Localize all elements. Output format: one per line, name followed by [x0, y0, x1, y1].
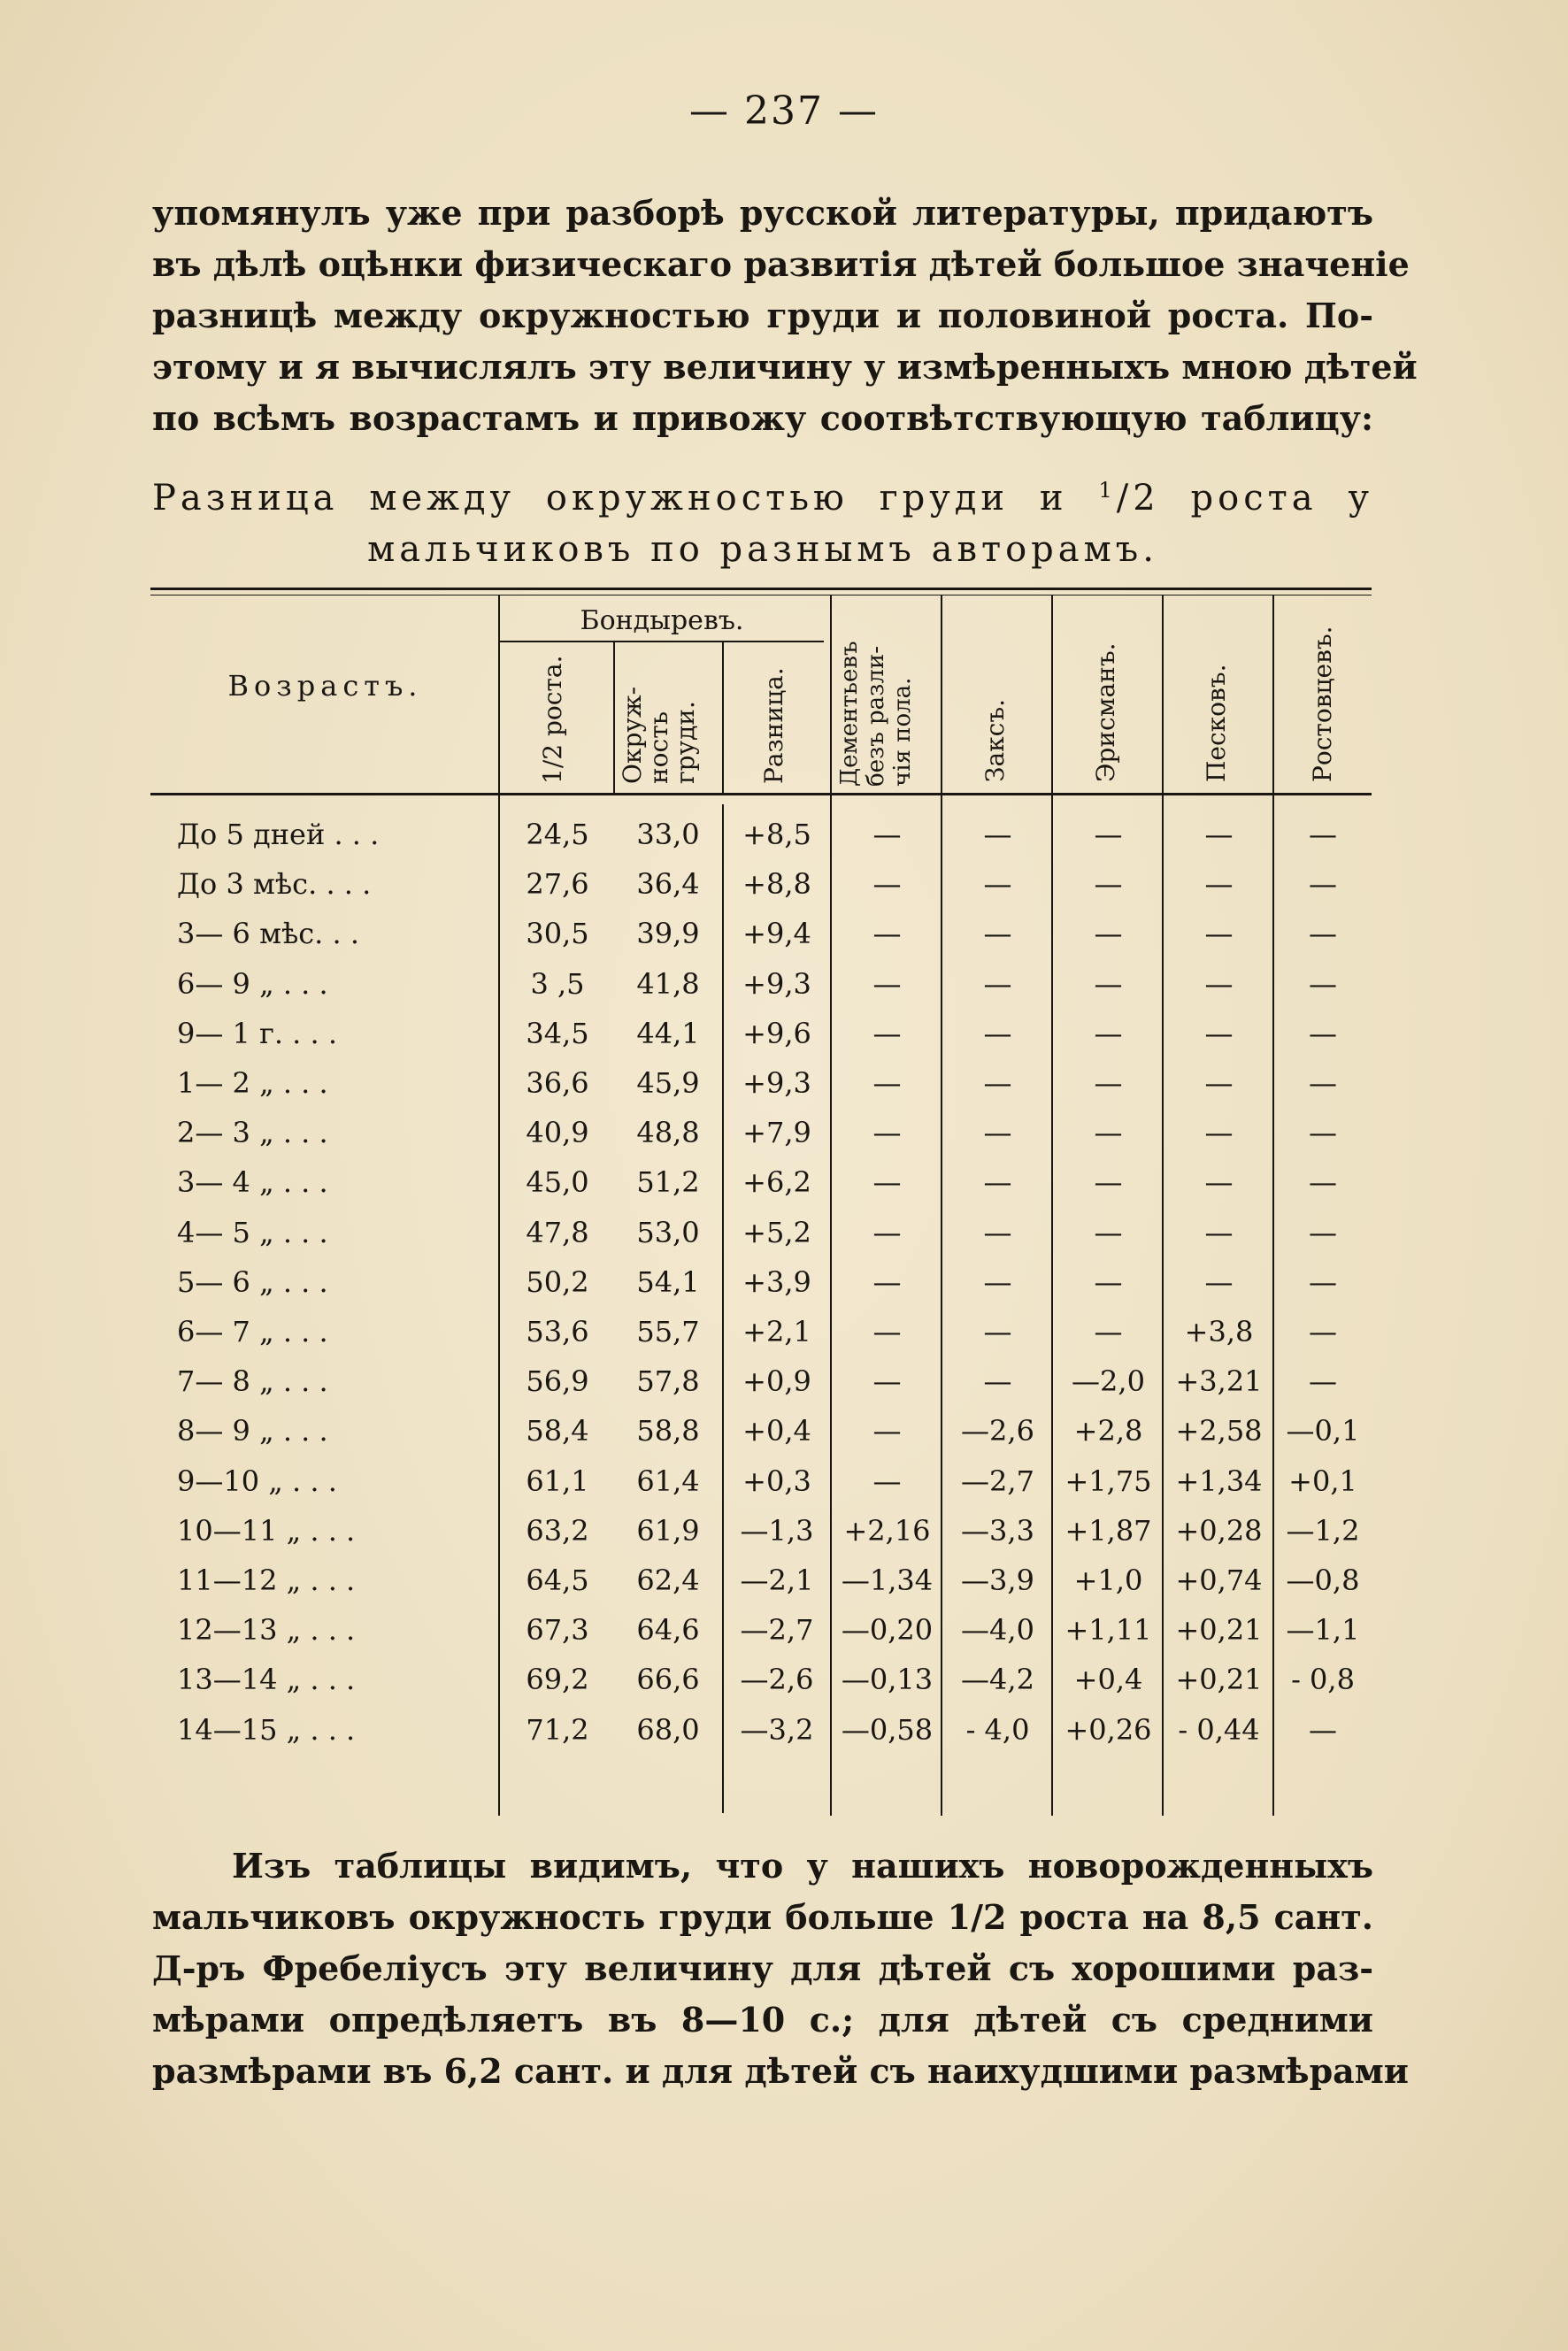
caption-line-1 — [152, 465, 1373, 524]
value-cell: — — [983, 1116, 1012, 1150]
value-cell: 71,2 — [526, 1712, 589, 1747]
caption-text: Разница между окружностью груди и — [152, 478, 1099, 519]
value-cell: —0,1 — [1286, 1414, 1360, 1448]
value-cell: - 0,8 — [1291, 1663, 1355, 1697]
value-cell: — — [1309, 818, 1337, 851]
value-cell: — — [1204, 818, 1234, 851]
outro-line: Изъ таблицы видимъ, что у нашихъ новорожденныхъ — [232, 1846, 1373, 1886]
value-cell: — — [872, 1464, 902, 1498]
value-cell: 41,8 — [636, 966, 700, 1001]
value-cell: — — [1309, 1165, 1337, 1200]
value-cell: — — [1094, 1066, 1123, 1100]
value-cell: +3,9 — [742, 1264, 811, 1299]
value-cell: 61,1 — [526, 1464, 589, 1498]
value-cell: — — [1204, 867, 1234, 902]
value-cell: — — [1094, 1016, 1123, 1050]
age-cell: 14—15 „ . . . — [177, 1712, 356, 1747]
value-cell: 56,9 — [526, 1364, 589, 1399]
value-cell: +9,3 — [742, 1066, 811, 1100]
value-cell: —2,6 — [961, 1414, 1034, 1448]
value-cell: 39,9 — [636, 917, 700, 951]
value-cell: — — [1094, 966, 1123, 1001]
caption-line-2: мальчиковъ по разнымъ авторамъ. — [367, 529, 1158, 570]
table-row — [150, 917, 1372, 966]
value-cell: — — [983, 966, 1012, 1001]
value-cell: +1,11 — [1065, 1613, 1152, 1648]
value-cell: — — [872, 867, 902, 902]
intro-line: упомянулъ уже при разборѣ русской литературы, придаютъ — [152, 193, 1373, 233]
value-cell: —1,34 — [841, 1563, 934, 1597]
table-row — [150, 1116, 1372, 1165]
value-cell: —1,3 — [740, 1513, 814, 1548]
value-cell: 51,2 — [636, 1165, 700, 1200]
value-cell: — — [983, 1364, 1012, 1399]
value-cell: — — [872, 1264, 902, 1299]
value-cell: — — [983, 1264, 1012, 1299]
value-cell: 45,0 — [526, 1165, 589, 1200]
column-header-difference: Разница. — [759, 667, 788, 784]
value-cell: +3,8 — [1184, 1315, 1254, 1348]
table-top-rule — [150, 588, 1372, 590]
value-cell: 58,8 — [636, 1414, 700, 1448]
value-cell: — — [1094, 1116, 1123, 1150]
value-cell: +1,87 — [1065, 1513, 1152, 1548]
caption-text: /2 роста у — [1116, 478, 1373, 519]
value-cell: 33,0 — [636, 818, 700, 851]
age-header: Возрастъ. — [227, 669, 423, 703]
value-cell: +1,75 — [1065, 1464, 1152, 1498]
value-cell: 64,6 — [636, 1613, 700, 1648]
page-number: — 237 — — [689, 88, 879, 134]
value-cell: — — [872, 1165, 902, 1200]
table-row — [150, 867, 1372, 917]
value-cell: 57,8 — [636, 1364, 700, 1399]
intro-paragraph — [152, 188, 1418, 444]
value-cell: — — [1309, 1315, 1337, 1348]
value-cell: — — [1309, 966, 1337, 1001]
column-divider — [613, 641, 615, 795]
age-cell: 12—13 „ . . . — [177, 1613, 356, 1648]
intro-line: по всѣмъ возрастамъ и привожу соотвѣтствующую таблицу: — [152, 398, 1373, 438]
value-cell: +2,8 — [1073, 1414, 1143, 1448]
value-cell: —3,3 — [961, 1513, 1034, 1548]
value-cell: 67,3 — [526, 1613, 589, 1648]
age-cell: 8— 9 „ . . . — [177, 1414, 328, 1448]
age-cell: До 3 мѣс. . . . — [177, 867, 372, 902]
age-cell: 9—10 „ . . . — [177, 1464, 337, 1498]
value-cell: +5,2 — [742, 1215, 811, 1249]
value-cell: 24,5 — [526, 818, 589, 851]
value-cell: +1,34 — [1175, 1464, 1263, 1498]
value-cell: +0,21 — [1175, 1663, 1263, 1697]
age-cell: До 5 дней . . . — [177, 818, 380, 851]
value-cell: — — [1204, 1016, 1234, 1050]
age-cell: 2— 3 „ . . . — [177, 1116, 328, 1150]
value-cell: — — [1309, 1264, 1337, 1299]
value-cell: 68,0 — [636, 1712, 700, 1747]
value-cell: — — [1094, 1264, 1123, 1299]
table-row — [150, 1216, 1372, 1265]
value-cell: 69,2 — [526, 1663, 589, 1697]
age-cell: 10—11 „ . . . — [177, 1513, 356, 1548]
outro-line: размѣрами въ 6,2 сант. и для дѣтей съ наихудшими размѣрами — [152, 2051, 1409, 2091]
value-cell: — — [1309, 1364, 1337, 1399]
value-cell: — — [983, 1165, 1012, 1200]
column-header-peskov: Песковъ. — [1202, 664, 1231, 782]
value-cell: — — [1094, 867, 1123, 902]
table-row — [150, 1315, 1372, 1364]
table-row — [150, 1514, 1372, 1563]
age-cell: 4— 5 „ . . . — [177, 1215, 328, 1249]
table-row — [150, 1265, 1372, 1315]
value-cell: — — [872, 818, 902, 851]
value-cell: — — [1204, 1066, 1234, 1100]
value-cell: — — [1309, 1712, 1337, 1747]
value-cell: —1,2 — [1286, 1513, 1360, 1548]
table-row — [150, 1613, 1372, 1663]
value-cell: +0,26 — [1065, 1712, 1152, 1747]
value-cell: — — [872, 1414, 902, 1448]
value-cell: +0,4 — [742, 1414, 811, 1448]
value-cell: — — [1309, 867, 1337, 902]
table-row — [150, 1364, 1372, 1414]
value-cell: 61,4 — [636, 1464, 700, 1498]
value-cell: —1,1 — [1286, 1613, 1360, 1648]
value-cell: —3,9 — [961, 1563, 1034, 1597]
value-cell: 48,8 — [636, 1116, 700, 1150]
value-cell: +0,21 — [1175, 1613, 1263, 1648]
value-cell: - 4,0 — [965, 1712, 1030, 1747]
value-cell: 53,0 — [636, 1215, 700, 1249]
outro-line: мальчиковъ окружность груди больше 1/2 роста на 8,5 сант. — [152, 1897, 1373, 1937]
intro-line: разницѣ между окружностью груди и половиной роста. По- — [152, 296, 1373, 335]
value-cell: —0,13 — [841, 1663, 934, 1697]
value-cell: 63,2 — [526, 1513, 589, 1548]
age-cell: 7— 8 „ . . . — [177, 1364, 328, 1399]
value-cell: —2,0 — [1072, 1364, 1145, 1399]
value-cell: +0,74 — [1175, 1563, 1263, 1597]
value-cell: — — [872, 1116, 902, 1150]
value-cell: 62,4 — [636, 1563, 700, 1597]
value-cell: —2,1 — [740, 1563, 814, 1597]
value-cell: +9,3 — [742, 966, 811, 1001]
intro-line: въ дѣлѣ оцѣнки физическаго развитія дѣтей большое значеніе — [152, 244, 1410, 284]
value-cell: 44,1 — [636, 1016, 700, 1050]
value-cell: +7,9 — [742, 1116, 811, 1150]
value-cell: — — [872, 1315, 902, 1348]
table-row — [150, 1563, 1372, 1613]
value-cell: —0,58 — [841, 1712, 934, 1747]
column-header-half-height: 1/2 роста. — [538, 655, 567, 784]
value-cell: — — [872, 1016, 902, 1050]
age-cell: 5— 6 „ . . . — [177, 1264, 328, 1299]
value-cell: — — [1094, 1165, 1123, 1200]
table-row — [150, 1713, 1372, 1763]
value-cell: +2,58 — [1175, 1414, 1263, 1448]
value-cell: — — [1204, 1215, 1234, 1249]
group-header-rule — [500, 641, 824, 642]
value-cell: +0,9 — [742, 1364, 811, 1399]
data-table — [150, 588, 1372, 1817]
value-cell: — — [1204, 1264, 1234, 1299]
value-cell: —4,0 — [961, 1613, 1034, 1648]
value-cell: 3 ,5 — [530, 966, 585, 1001]
age-cell: 9— 1 г. . . . — [177, 1016, 338, 1050]
value-cell: —4,2 — [961, 1663, 1034, 1697]
value-cell: 30,5 — [526, 917, 589, 951]
value-cell: — — [1204, 1165, 1234, 1200]
value-cell: — — [1309, 1066, 1337, 1100]
value-cell: — — [1094, 917, 1123, 951]
outro-line: Д-ръ Фребеліусъ эту величину для дѣтей съ хорошими раз- — [152, 1948, 1373, 1988]
value-cell: — — [1204, 966, 1234, 1001]
value-cell: 50,2 — [526, 1264, 589, 1299]
value-cell: — — [983, 917, 1012, 951]
value-cell: 45,9 — [636, 1066, 700, 1100]
table-caption — [152, 465, 1373, 575]
outro-paragraph — [152, 1840, 1409, 2097]
value-cell: +9,6 — [742, 1016, 811, 1050]
value-cell: +0,4 — [1073, 1663, 1143, 1697]
value-cell: 36,6 — [526, 1066, 589, 1100]
value-cell: +1,0 — [1073, 1563, 1143, 1597]
age-cell: 1— 2 „ . . . — [177, 1066, 328, 1100]
value-cell: 64,5 — [526, 1563, 589, 1597]
column-header-erisman: Эрисманъ. — [1091, 642, 1120, 782]
age-cell: 6— 7 „ . . . — [177, 1315, 328, 1348]
value-cell: — — [872, 966, 902, 1001]
value-cell: +9,4 — [742, 917, 811, 951]
value-cell: — — [983, 1215, 1012, 1249]
value-cell: —2,7 — [961, 1464, 1034, 1498]
value-cell: +8,8 — [742, 867, 811, 902]
value-cell: — — [872, 917, 902, 951]
column-header-rostovtsev: Ростовцевъ. — [1308, 626, 1337, 782]
value-cell: — — [1094, 1315, 1123, 1348]
caption-fraction: 1 — [1098, 478, 1117, 503]
value-cell: — — [1204, 917, 1234, 951]
value-cell: +0,3 — [742, 1464, 811, 1498]
value-cell: 47,8 — [526, 1215, 589, 1249]
value-cell: +8,5 — [742, 818, 811, 851]
value-cell: 40,9 — [526, 1116, 589, 1150]
value-cell: — — [872, 1215, 902, 1249]
value-cell: —2,7 — [740, 1613, 814, 1648]
column-header-chest: Окруж- ность груди. — [618, 686, 700, 784]
age-cell: 6— 9 „ . . . — [177, 966, 328, 1001]
value-cell: — — [983, 1016, 1012, 1050]
value-cell: +0,28 — [1175, 1513, 1263, 1548]
value-cell: — — [983, 818, 1012, 851]
value-cell: — — [1204, 1116, 1234, 1150]
value-cell: 54,1 — [636, 1264, 700, 1299]
value-cell: 58,4 — [526, 1414, 589, 1448]
value-cell: 61,9 — [636, 1513, 700, 1548]
value-cell: — — [1309, 917, 1337, 951]
table-row — [150, 818, 1372, 867]
value-cell: +3,21 — [1175, 1364, 1263, 1399]
table-row — [150, 967, 1372, 1017]
table-row — [150, 1017, 1372, 1066]
value-cell: — — [1309, 1215, 1337, 1249]
age-cell: 11—12 „ . . . — [177, 1563, 356, 1597]
outro-line: мѣрами опредѣляетъ въ 8—10 с.; для дѣтей съ средними — [152, 2000, 1373, 2040]
value-cell: 55,7 — [636, 1315, 700, 1348]
value-cell: — — [1309, 1016, 1337, 1050]
table-row — [150, 1066, 1372, 1116]
value-cell: +0,1 — [1288, 1464, 1357, 1498]
value-cell: — — [983, 1066, 1012, 1100]
value-cell: +2,16 — [843, 1513, 931, 1548]
value-cell: — — [1094, 818, 1123, 851]
bondyrev-group-header: Бондыревъ. — [580, 605, 744, 636]
column-header-dementyev: Дементьевъ безъ разли- чія пола. — [836, 641, 916, 787]
age-cell: 13—14 „ . . . — [177, 1663, 356, 1697]
table-row — [150, 1165, 1372, 1215]
value-cell: 34,5 — [526, 1016, 589, 1050]
intro-line: этому и я вычислялъ эту величину у измѣренныхъ мною дѣтей — [152, 347, 1418, 387]
value-cell: - 0,44 — [1178, 1712, 1260, 1747]
value-cell: —3,2 — [740, 1712, 814, 1747]
table-row — [150, 1464, 1372, 1514]
age-cell: 3— 6 мѣс. . . — [177, 917, 360, 951]
value-cell: — — [1309, 1116, 1337, 1150]
age-cell: 3— 4 „ . . . — [177, 1165, 328, 1200]
value-cell: — — [872, 1364, 902, 1399]
value-cell: —2,6 — [740, 1663, 814, 1697]
value-cell: —0,20 — [841, 1613, 934, 1648]
value-cell: 66,6 — [636, 1663, 700, 1697]
value-cell: +6,2 — [742, 1165, 811, 1200]
table-row — [150, 1414, 1372, 1464]
value-cell: +2,1 — [742, 1315, 811, 1348]
value-cell: 53,6 — [526, 1315, 589, 1348]
table-row — [150, 1663, 1372, 1712]
value-cell: 27,6 — [526, 867, 589, 902]
value-cell: —0,8 — [1286, 1563, 1360, 1597]
value-cell: — — [1094, 1215, 1123, 1249]
value-cell: — — [983, 1315, 1012, 1348]
header-bottom-rule — [150, 793, 1372, 795]
value-cell: — — [872, 1066, 902, 1100]
column-header-saks: Заксъ. — [980, 698, 1010, 782]
value-cell: 36,4 — [636, 867, 700, 902]
value-cell: — — [983, 867, 1012, 902]
column-divider — [722, 641, 724, 795]
